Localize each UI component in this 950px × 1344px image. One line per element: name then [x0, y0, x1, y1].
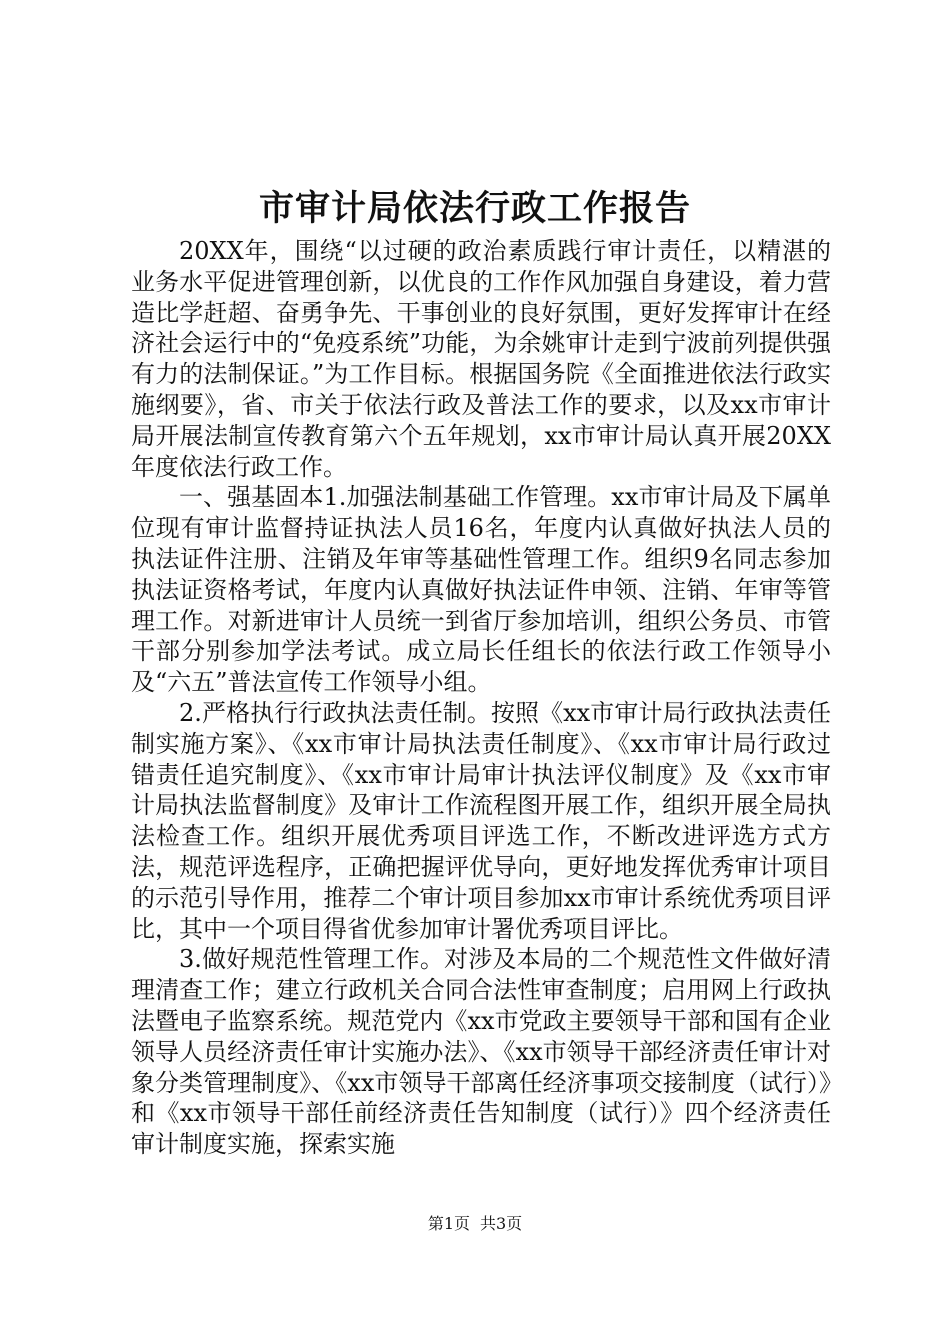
- paragraph-section-2: 2.严格执行行政执法责任制。按照《xx市审计局行政执法责任制实施方案》、《xx市审计局执法责任制度》、《xx市审计局行政过错责任追究制度》、《xx市审计局审计执法评仪制度》及《xx市审计局执法监督制度》及审计工作流程图开展工作，组织开展全局执法检查工作。组织开展优秀项目评选工作，不断改进评选方式方法，规范评选程序，正确把握评优导向，更好地发挥优秀审计项目的示范引导作用，推荐二个审计项目参加xx市审计系统优秀项目评比，其中一个项目得省优参加审计署优秀项目评比。: [131, 698, 831, 943]
- page-footer: [0, 1212, 950, 1236]
- paragraph-intro: 20XX年，围绕“以过硬的政治素质践行审计责任，以精湛的业务水平促进管理创新，以优良的工作作风加强自身建设，着力营造比学赶超、奋勇争先、干事创业的良好氛围，更好发挥审计在经济社会运行中的“免疫系统”功能，为余姚审计走到宁波前列提供强有力的法制保证。”为工作目标。根据国务院《全面推进依法行政实施纲要》，省、市关于依法行政及普法工作的要求，以及xx市审计局开展法制宣传教育第六个五年规划，xx市审计局认真开展20XX年度依法行政工作。: [131, 237, 831, 481]
- document-body: [131, 236, 831, 1160]
- paragraph-section-1: 一、强基固本1.加强法制基础工作管理。xx市审计局及下属单位现有审计监督持证执法人员16名，年度内认真做好执法人员的执法证件注册、注销及年审等基础性管理工作。组织9名同志参加执法证资格考试，年度内认真做好执法证件申领、注销、年审等管理工作。对新进审计人员统一到省厅参加培训，组织公务员、市管干部分别参加学法考试。成立局长任组长的依法行政工作领导小及“六五”普法宣传工作领导小组。: [131, 483, 831, 697]
- paragraph-section-3: 3.做好规范性管理工作。对涉及本局的二个规范性文件做好清理清查工作；建立行政机关合同合法性审查制度；启用网上行政执法暨电子监察系统。规范党内《xx市党政主要领导干部和国有企业领导人员经济责任审计实施办法》、《xx市领导干部经济责任审计对象分类管理制度》、《xx市领导干部离任经济事项交接制度（试行）》和《xx市领导干部任前经济责任告知制度（试行）》四个经济责任审计制度实施，探索实施: [131, 945, 831, 1159]
- document-title: 市审计局依法行政工作报告: [258, 189, 691, 229]
- page-number: 第1页: [427, 1214, 470, 1233]
- page-total: 共3页: [480, 1214, 523, 1233]
